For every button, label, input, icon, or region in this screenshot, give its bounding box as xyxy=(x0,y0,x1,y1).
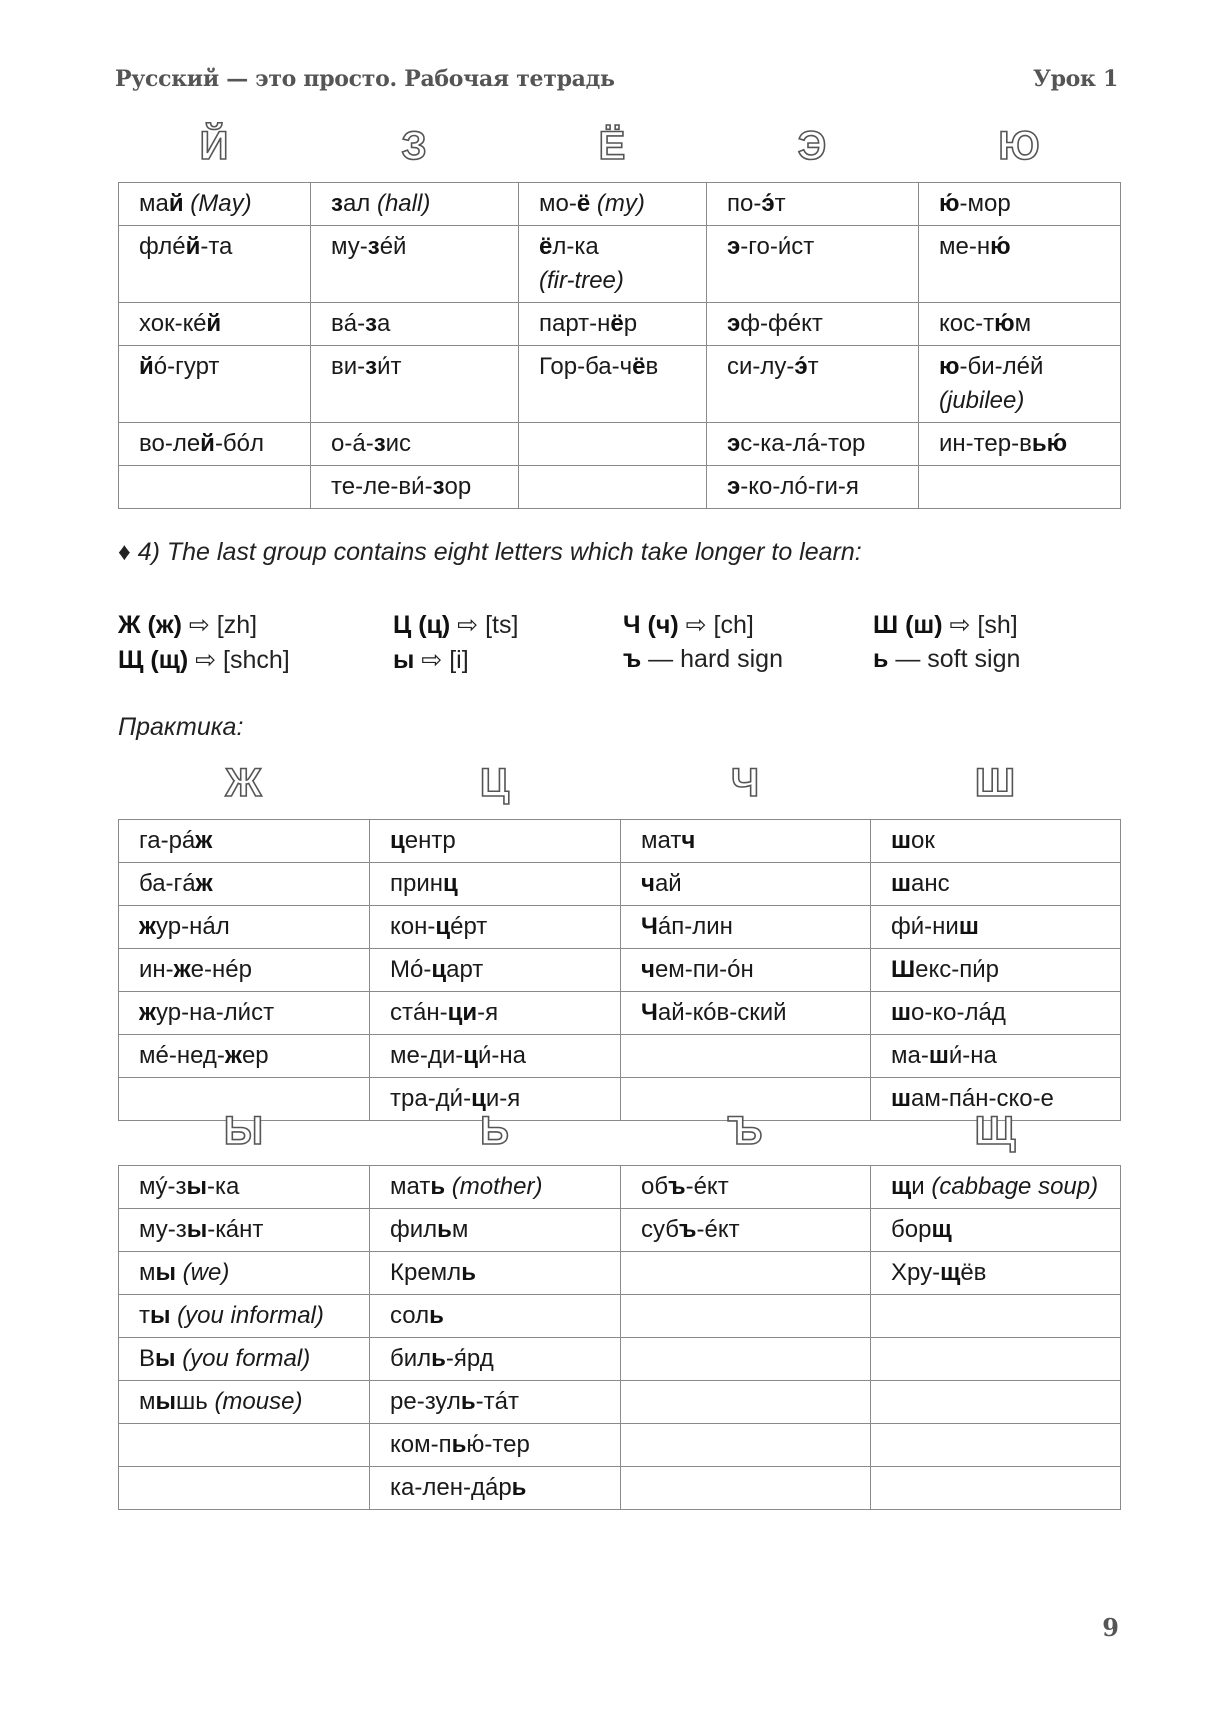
word-cell: мо-ё (my) xyxy=(519,183,707,226)
running-header-title: Русский — это просто. Рабочая тетрадь xyxy=(115,66,615,92)
rule-sound: [sh] xyxy=(977,610,1018,639)
word-cell xyxy=(621,1252,871,1295)
word-cell: йó-гурт xyxy=(119,346,311,423)
word-cell: му-зéй xyxy=(311,226,519,303)
word-cell xyxy=(519,466,707,509)
word-cell: ме-ню́ xyxy=(919,226,1121,303)
table-row xyxy=(119,863,1121,906)
word-cell: хок-кéй xyxy=(119,303,311,346)
table-row xyxy=(119,949,1121,992)
word-cell: флéй-та xyxy=(119,226,311,303)
word-cell: Шекс-пи́р xyxy=(871,949,1121,992)
rule-sound: [zh] xyxy=(216,610,258,639)
word-cell: мы (we) xyxy=(119,1252,370,1295)
rule-sound: [ch] xyxy=(713,610,754,639)
table-row xyxy=(119,1209,1121,1252)
word-cell xyxy=(871,1338,1121,1381)
word-cell: шок xyxy=(871,820,1121,863)
word-cell: Кремль xyxy=(370,1252,621,1295)
rule-sound: [i] xyxy=(449,645,469,674)
word-cell: ре-зуль-тáт xyxy=(370,1381,621,1424)
word-cell xyxy=(621,1381,871,1424)
word-cell: чем-пи-óн xyxy=(621,949,871,992)
table-row xyxy=(119,1295,1121,1338)
letter-heading: Ю xyxy=(998,124,1040,168)
word-cell: вá-за xyxy=(311,303,519,346)
word-cell xyxy=(621,1467,871,1510)
rule-sound: [shch] xyxy=(223,645,290,674)
letter-headings-group4a xyxy=(118,763,1120,803)
word-cell: Чай-кóв-ский xyxy=(621,992,871,1035)
rule-item xyxy=(623,610,873,640)
word-cell: объ-éкт xyxy=(621,1166,871,1209)
table-row xyxy=(119,820,1121,863)
word-cell xyxy=(119,1467,370,1510)
word-cell: ин-же-нéр xyxy=(119,949,370,992)
word-cell: ю́-мор xyxy=(919,183,1121,226)
rules-row xyxy=(118,642,1118,677)
rule-letter: Ц (ц) xyxy=(393,610,451,639)
letter-heading: Ж xyxy=(225,761,262,805)
word-cell: ба-гáж xyxy=(119,863,370,906)
rule-letter: ы xyxy=(393,645,415,674)
word-cell: во-лей-бóл xyxy=(119,423,311,466)
word-cell: ком-пью́-тер xyxy=(370,1424,621,1467)
table-row xyxy=(119,1166,1121,1209)
letter-heading: Ё xyxy=(598,124,626,168)
word-cell: фильм xyxy=(370,1209,621,1252)
word-cell xyxy=(621,1295,871,1338)
arrow-right-icon: ⇨ xyxy=(414,645,450,674)
word-cell: ты (you informal) xyxy=(119,1295,370,1338)
word-cell: э-ко-лó-ги-я xyxy=(707,466,919,509)
letter-heading: Ъ xyxy=(727,1109,763,1153)
letter-heading: Ц xyxy=(479,761,510,805)
word-cell: эф-фéкт xyxy=(707,303,919,346)
word-cell: ю-би-лéй (jubilee) xyxy=(919,346,1121,423)
word-cell: си-лу-э́т xyxy=(707,346,919,423)
word-cell: эс-ка-лá-тор xyxy=(707,423,919,466)
word-cell: мышь (mouse) xyxy=(119,1381,370,1424)
rule-item xyxy=(118,645,393,675)
rule-item xyxy=(623,645,873,674)
word-cell: Гор-ба-чёв xyxy=(519,346,707,423)
dash: — xyxy=(641,645,681,673)
arrow-right-icon: ⇨ xyxy=(450,610,486,639)
letter-heading: Ь xyxy=(480,1109,509,1153)
letter-heading: Щ xyxy=(974,1109,1016,1153)
word-cell: Мó-царт xyxy=(370,949,621,992)
table-row xyxy=(119,906,1121,949)
word-cell: мý-зы-ка xyxy=(119,1166,370,1209)
word-table-group3 xyxy=(118,182,1121,509)
word-cell: шо-ко-лáд xyxy=(871,992,1121,1035)
table-row xyxy=(119,226,1121,303)
running-header-lesson: Урок 1 xyxy=(1033,66,1118,92)
table-row xyxy=(119,992,1121,1035)
word-cell: борщ xyxy=(871,1209,1121,1252)
table-row xyxy=(119,303,1121,346)
word-cell xyxy=(871,1381,1121,1424)
word-cell: биль-я́рд xyxy=(370,1338,621,1381)
letter-heading: З xyxy=(401,124,427,168)
word-cell xyxy=(119,466,311,509)
table-row xyxy=(119,1424,1121,1467)
word-cell: Хру-щёв xyxy=(871,1252,1121,1295)
arrow-right-icon: ⇨ xyxy=(188,645,224,674)
rules-row xyxy=(118,607,1118,642)
rule-item xyxy=(873,645,1118,674)
letter-heading: Й xyxy=(199,124,229,168)
table-row xyxy=(119,1381,1121,1424)
word-cell: э-го-и́ст xyxy=(707,226,919,303)
word-cell: стáн-ци-я xyxy=(370,992,621,1035)
word-cell: субъ-éкт xyxy=(621,1209,871,1252)
word-cell xyxy=(119,1424,370,1467)
table-row xyxy=(119,1338,1121,1381)
word-cell: парт-нёр xyxy=(519,303,707,346)
word-cell: принц xyxy=(370,863,621,906)
rule-letter: Щ (щ) xyxy=(118,645,189,674)
rule-letter: ь xyxy=(873,645,889,673)
table-row xyxy=(119,1252,1121,1295)
letter-heading: Ы xyxy=(223,1109,264,1153)
rule-letter: Ж (ж) xyxy=(118,610,182,639)
letter-headings-group3 xyxy=(118,126,1120,166)
word-cell: по-э́т xyxy=(707,183,919,226)
word-cell: ви-зи́т xyxy=(311,346,519,423)
word-cell: мé-нед-жер xyxy=(119,1035,370,1078)
word-cell: фи́-ниш xyxy=(871,906,1121,949)
rule-letter: Ч (ч) xyxy=(623,610,679,639)
letter-heading: Ч xyxy=(730,761,760,805)
word-cell: зал (hall) xyxy=(311,183,519,226)
word-cell: ин-тер-вью́ xyxy=(919,423,1121,466)
arrow-right-icon: ⇨ xyxy=(942,610,978,639)
word-cell: ёл-ка (fir-tree) xyxy=(519,226,707,303)
word-cell: шам-пáн-ско-е xyxy=(871,1078,1121,1121)
word-cell: май (May) xyxy=(119,183,311,226)
word-cell: те-ле-ви́-зор xyxy=(311,466,519,509)
word-cell: шанс xyxy=(871,863,1121,906)
rule-item xyxy=(873,610,1118,640)
table-row xyxy=(119,466,1121,509)
word-cell: кон-цéрт xyxy=(370,906,621,949)
rule-sound: [ts] xyxy=(485,610,519,639)
word-cell xyxy=(621,1424,871,1467)
arrow-right-icon: ⇨ xyxy=(678,610,714,639)
word-cell: чай xyxy=(621,863,871,906)
word-cell: соль xyxy=(370,1295,621,1338)
page-number: 9 xyxy=(1102,1613,1119,1642)
word-table-group4b xyxy=(118,1165,1121,1510)
word-cell: о-á-зис xyxy=(311,423,519,466)
word-cell: ма-ши́-на xyxy=(871,1035,1121,1078)
rule-item xyxy=(393,645,623,675)
word-cell: ка-лен-дáрь xyxy=(370,1467,621,1510)
word-cell: му-зы-кáнт xyxy=(119,1209,370,1252)
table-row xyxy=(119,346,1121,423)
table-row xyxy=(119,423,1121,466)
word-cell: щи (cabbage soup) xyxy=(871,1166,1121,1209)
word-table-group4a xyxy=(118,819,1121,1121)
word-cell: Чáп-лин xyxy=(621,906,871,949)
letter-heading: Ш xyxy=(974,761,1016,805)
word-cell: Вы (you formal) xyxy=(119,1338,370,1381)
instruction-text: ♦ 4) The last group contains eight letters which take longer to learn: xyxy=(118,538,862,566)
rule-item xyxy=(393,610,623,640)
word-cell xyxy=(621,1338,871,1381)
rule-letter: ъ xyxy=(623,645,642,673)
word-cell xyxy=(871,1424,1121,1467)
table-row xyxy=(119,1467,1121,1510)
table-row xyxy=(119,1035,1121,1078)
word-cell: мать (mother) xyxy=(370,1166,621,1209)
word-cell: тра-ди́-ци-я xyxy=(370,1078,621,1121)
letter-heading: Э xyxy=(797,124,827,168)
pronunciation-rules xyxy=(118,607,1118,677)
word-cell xyxy=(621,1035,871,1078)
word-cell xyxy=(871,1467,1121,1510)
arrow-right-icon: ⇨ xyxy=(181,610,217,639)
word-cell: жур-на-ли́ст xyxy=(119,992,370,1035)
word-cell: центр xyxy=(370,820,621,863)
word-cell: ме-ди-ци́-на xyxy=(370,1035,621,1078)
rule-sound: hard sign xyxy=(680,645,783,673)
letter-headings-group4b xyxy=(118,1111,1120,1151)
word-cell xyxy=(871,1295,1121,1338)
dash: — xyxy=(888,645,928,673)
rule-sound: soft sign xyxy=(927,645,1021,673)
word-cell xyxy=(919,466,1121,509)
rule-letter: Ш (ш) xyxy=(873,610,943,639)
practice-label: Практика: xyxy=(118,713,244,741)
word-cell: жур-нáл xyxy=(119,906,370,949)
word-cell: матч xyxy=(621,820,871,863)
word-cell: га-рáж xyxy=(119,820,370,863)
word-cell: кос-тю́м xyxy=(919,303,1121,346)
table-row xyxy=(119,183,1121,226)
word-cell xyxy=(519,423,707,466)
rule-item xyxy=(118,610,393,640)
